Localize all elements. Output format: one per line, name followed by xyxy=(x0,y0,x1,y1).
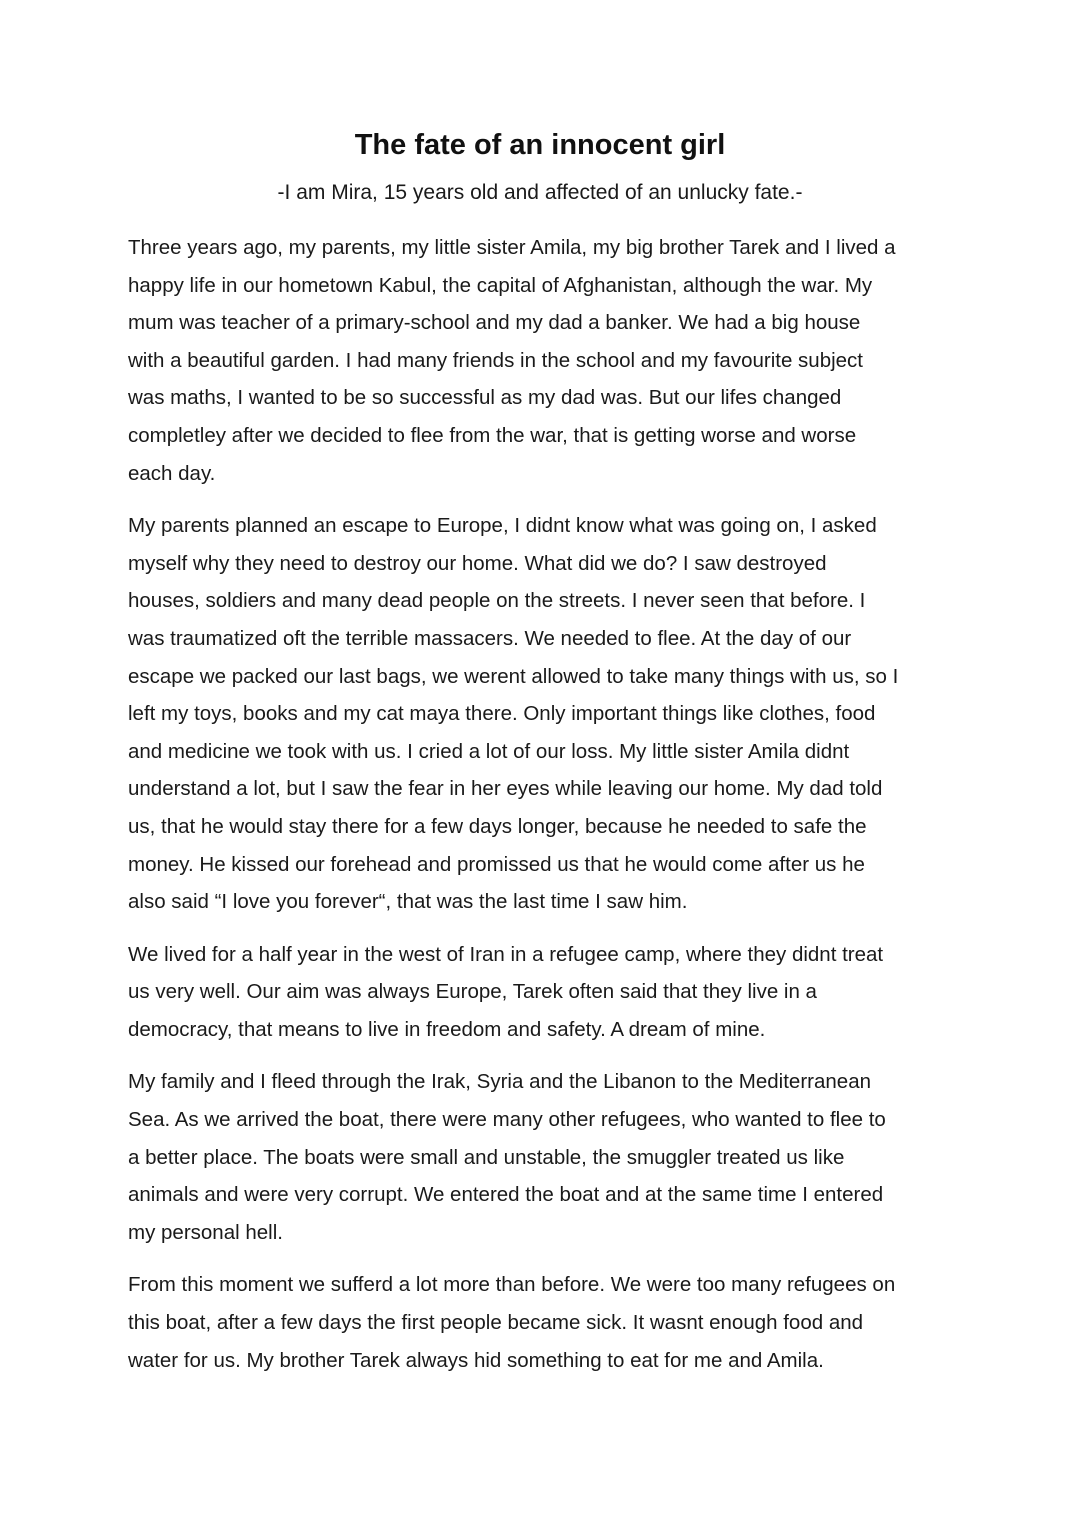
paragraph-3: We lived for a half year in the west of Iran in a refugee camp, where they didnt treat us very well. Our aim was always Europe, Tarek often said that they live in a democracy, that means to live in freedom and safety. A dream of mine. xyxy=(128,942,884,1041)
document-body xyxy=(128,229,953,1394)
document-title: The fate of an innocent girl xyxy=(354,129,726,161)
paragraph-5: From this moment we sufferd a lot more than before. We were too many refugees on this boat, after a few days the first people became sick. It wasnt enough food and water for us. My brother Tarek always hid something to eat for me and Amila. xyxy=(128,1273,896,1372)
paragraph-2: My parents planned an escape to Europe, I didnt know what was going on, I asked myself why they need to destroy our home. What did we do? I saw destroyed houses, soldiers and many dead people on the streets. I never seen that before. I was traumatized oft the terrible massacers. We needed to flee. At the day of our escape we packed our last bags, we werent allowed to take many things with us, so I left my toys, books and my cat maya there. Only important things like clothes, food and medicine we took with us. I cried a lot of our loss. My little sister Amila didnt understand a lot, but I saw the fear in her eyes while leaving our home. My dad told us, that he would stay there for a few days longer, because he needed to safe the money. He kissed our forehead and promissed us that he would come after us he also said “I love you forever“, that was the last time I saw him. xyxy=(128,514,899,914)
document-subtitle: -I am Mira, 15 years old and affected of an unlucky fate.- xyxy=(277,181,803,204)
paragraph-1: Three years ago, my parents, my little sister Amila, my big brother Tarek and I lived a happy life in our hometown Kabul, the capital of Afghanistan, although the war. My mum was teacher of a primary-school and my dad a banker. We had a big house with a beautiful garden. I had many friends in the school and my favourite subject was maths, I wanted to be so successful as my dad was. But our lifes changed completley after we decided to flee from the war, that is getting worse and worse each day. xyxy=(128,236,896,485)
paragraph-4: My family and I fleed through the Irak, Syria and the Libanon to the Mediterranean Sea. As we arrived the boat, there were many other refugees, who wanted to flee to a better place. The boats were small and unstable, the smuggler treated us like animals and were very corrupt. We entered the boat and at the same time I entered my personal hell. xyxy=(128,1070,886,1244)
